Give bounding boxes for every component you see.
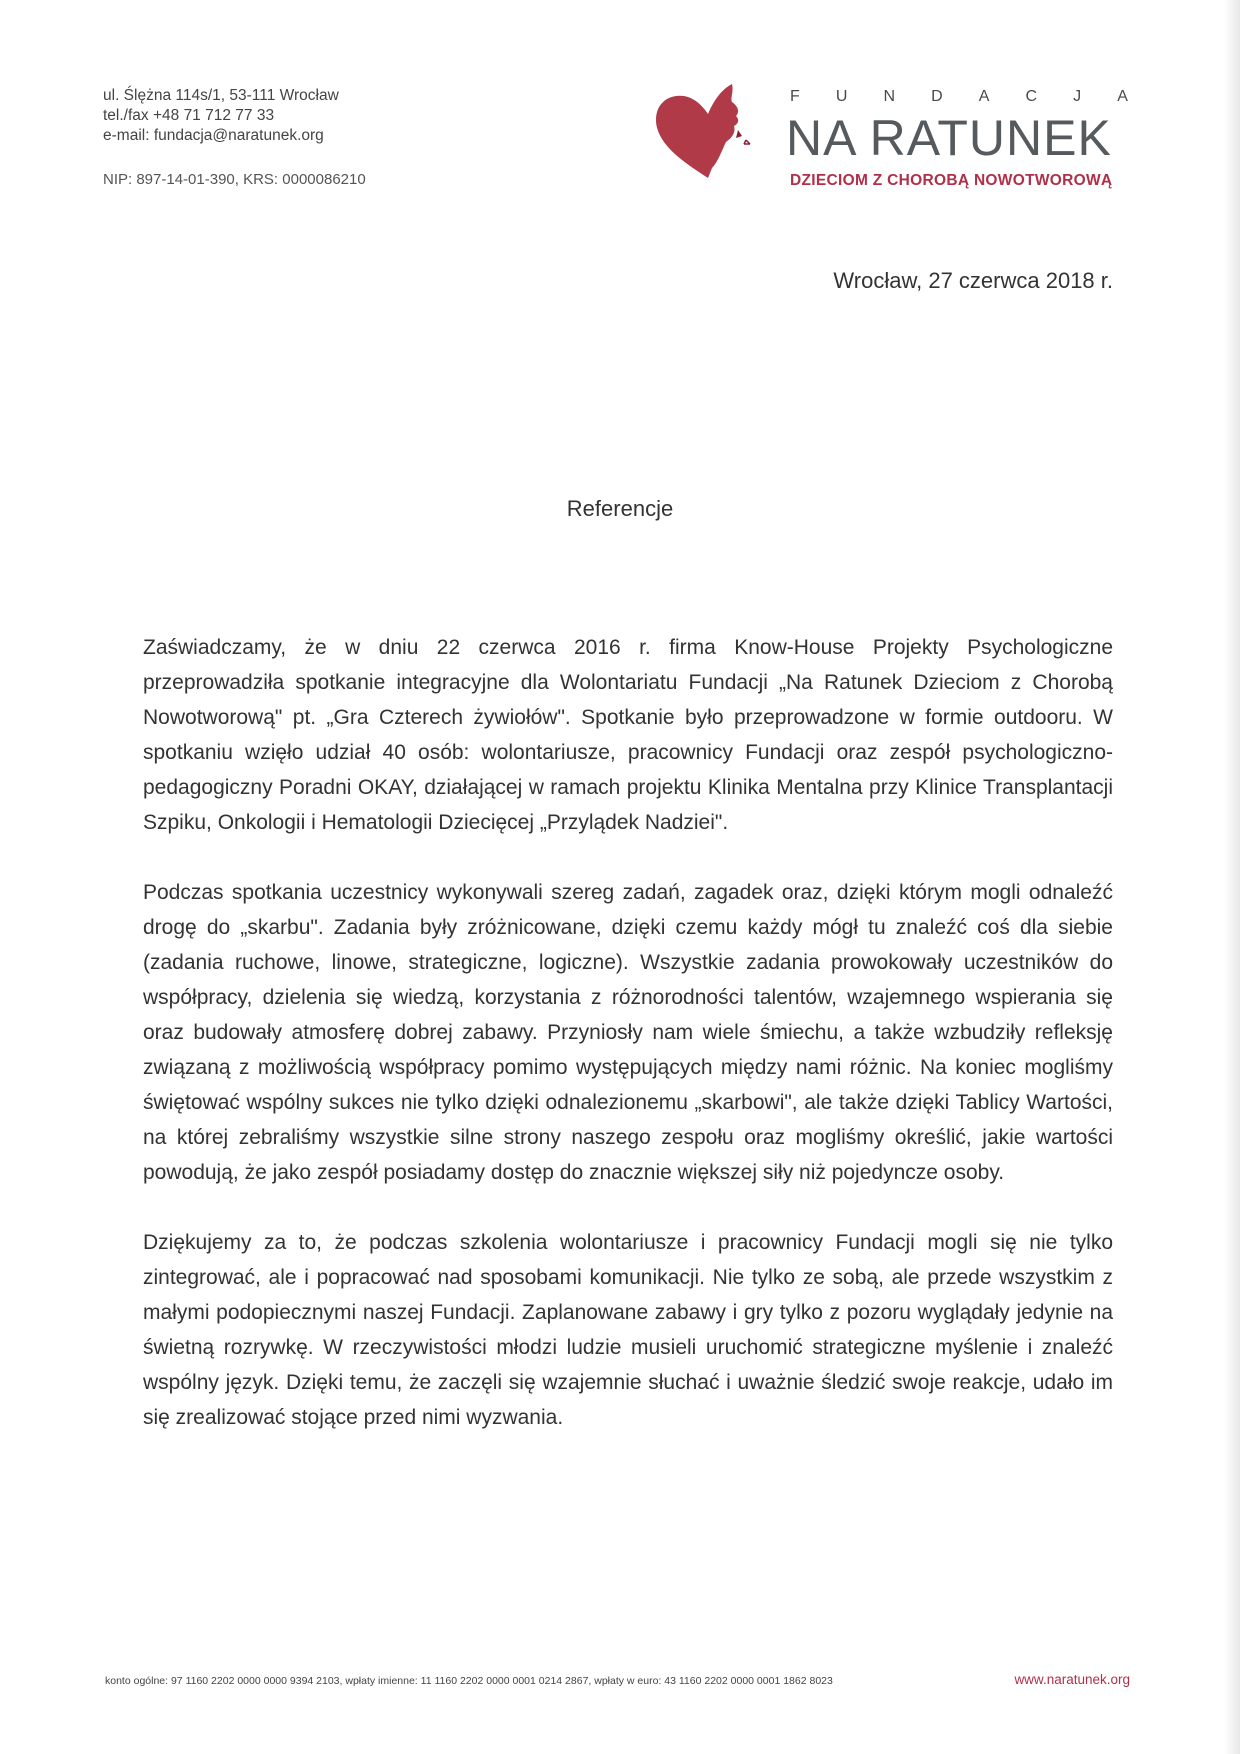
bank-accounts: konto ogólne: 97 1160 2202 0000 0000 9394 2103, wpłaty imienne: 11 1160 2202 0000 0001 0214 2867, wpłaty w euro: 43 1160 2202 0000 0001 1862 8023 (105, 1675, 833, 1687)
body-paragraph: Zaświadczamy, że w dniu 22 czerwca 2016 r. firma Know-House Projekty Psychologiczne przeprowadziła spotkanie integracyjne dla Wolontariatu Fundacji „Na Ratunek Dzieciom z Chorobą Nowotworową" pt. „Gra Czterech żywiołów". Spotkanie było przeprowadzone w formie outdooru. W spotkaniu wzięło udział 40 osób: wolontariusze, pracownicy Fundacji oraz zespół psychologiczno-pedagogiczny Poradni OKAY, działającej w ramach projektu Klinika Mentalna przy Klinice Transplantacji Szpiku, Onkologii i Hematologii Dziecięcej „Przylądek Nadziei". (143, 636, 1113, 834)
phone-fax: tel./fax +48 71 712 77 33 (103, 107, 275, 124)
heart-face-logo-icon (650, 80, 760, 190)
logo-letter: A (978, 88, 990, 105)
logo-letter: J (1073, 88, 1082, 105)
street-address: ul. Ślężna 114s/1, 53-111 Wrocław (103, 87, 339, 104)
letter-date: Wrocław, 27 czerwca 2018 r. (833, 268, 1113, 293)
page-edge-shadow (1224, 0, 1240, 1754)
letter-title: Referencje (566, 496, 674, 521)
tax-registry-ids: NIP: 897-14-01-390, KRS: 0000086210 (103, 171, 366, 188)
body-paragraph: Podczas spotkania uczestnicy wykonywali szereg zadań, zagadek oraz, dzięki którym mogli odnaleźć drogę do „skarbu". Zadania były zróżnicowane, dzięki czemu każdy mógł tu znaleźć coś dla siebie (zadania ruchowe, linowe, strategiczne, logiczne). Wszystkie zadania prowokowały uczestników do współpracy, dzielenia się wiedzą, korzystania z różnorodności talentów, wzajemnego wspierania się oraz budowały atmosferę dobrej zabawy. Przyniosły nam wiele śmiechu, a także wzbudziły refleksję związaną z możliwością współpracy pomimo występujących między nami różnic. Na koniec mogliśmy świętować wspólny sukces nie tylko dzięki odnalezionemu „skarbowi", ale także dzięki Tablicy Wartości, na której zebraliśmy wszystkie silne strony naszego zespołu oraz mogliśmy określić, jakie wartości powodują, że jako zespół posiadamy dostęp do znacznie większej siły niż pojedyncze osoby. (143, 881, 1113, 1184)
logo-letter: D (931, 88, 943, 105)
website-link[interactable]: www.naratunek.org (1014, 1672, 1130, 1687)
foundation-logo (650, 80, 1130, 190)
logo-letter: C (1025, 88, 1038, 105)
logo-fundacja-letters (790, 88, 1128, 106)
logo-letter: U (835, 88, 848, 105)
footer (105, 1672, 1130, 1687)
logo-letter: A (1117, 88, 1128, 105)
logo-letter: N (883, 88, 896, 105)
logo-tagline: DZIECIOM Z CHOROBĄ NOWOTWOROWĄ (790, 172, 1113, 189)
sender-address-block (103, 86, 339, 146)
body-paragraph: Dziękujemy za to, że podczas szkolenia wolontariusze i pracownicy Fundacji mogli się nie tylko zintegrować, ale i popracować nad sposobami komunikacji. Nie tylko ze sobą, ale przede wszystkim z małymi podopiecznymi naszej Fundacji. Zaplanowane zabawy i gry tylko z pozoru wyglądały jedynie na świetną rozrywkę. W rzeczywistości młodzi ludzie musieli uruchomić strategiczne myślenie i znaleźć wspólny język. Dzięki temu, że zaczęli się wzajemnie słuchać i uważnie śledzić swoje reakcje, udało im się zrealizować stojące przed nimi wyzwania. (143, 1231, 1113, 1429)
letter-body (143, 630, 1113, 1470)
logo-letter: F (790, 88, 800, 105)
email-address: e-mail: fundacja@naratunek.org (103, 127, 324, 144)
logo-name: NA RATUNEK (786, 110, 1112, 166)
